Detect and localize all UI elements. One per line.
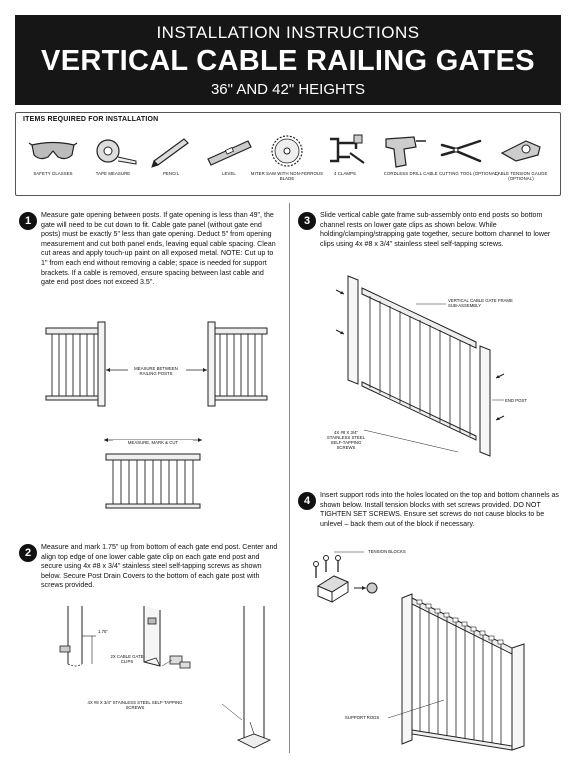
tool-label: MITER SAW WITH NON-FERROUS BLADE <box>250 171 324 181</box>
step-2-screws-label: 4X #8 X 3/4" STAINLESS STEEL SELF-TAPPING SCREWS <box>87 700 183 710</box>
step-2-number: 2 <box>19 544 37 562</box>
frame-sub-assembly-label: VERTICAL CABLE GATE FRAME SUB-ASSEMBLY <box>448 298 513 308</box>
saw-blade-icon <box>262 131 312 169</box>
measure-between-label: MEASURE BETWEEN RAILING POSTS <box>134 366 178 376</box>
tool-miter-saw <box>250 127 324 193</box>
cable-cutter-icon <box>436 131 486 169</box>
step-3-number: 3 <box>298 212 316 230</box>
tension-blocks-label: TENSION BLOCKS <box>368 549 406 554</box>
items-required-title: ITEMS REQUIRED FOR INSTALLATION <box>23 116 159 123</box>
tool-label: CABLE CUTTING TOOL (OPTIONAL) <box>423 171 499 176</box>
step-1-railing-figure <box>38 318 278 410</box>
safety-glasses-icon <box>28 131 78 169</box>
step-2-text: Measure and mark 1.75" up from bottom of each gate end post. Center and align top edge of one lower cable gate clip on each gate end post and secure using 4x #8 x 3/4" stainless steel self-tapping screws as shown below. Secure Post Drain Covers to the bottom of each gate post with screws provided. <box>41 543 278 590</box>
step-1-number: 1 <box>19 212 37 230</box>
support-rods-label: SUPPORT RODS <box>345 715 380 720</box>
tool-label: CORDLESS DRILL <box>383 171 423 176</box>
tool-safety-glasses <box>20 127 86 193</box>
tool-label: TAPE MEASURE <box>95 171 131 176</box>
step-3-screws-label: 4X #8 X 3/4" STAINLESS STEEL SELF-TAPPING SCREWS <box>326 430 366 450</box>
header-subtitle: 36" AND 42" HEIGHTS <box>210 81 366 98</box>
header-supertitle: INSTALLATION INSTRUCTIONS <box>156 23 420 42</box>
tool-label: PENCIL <box>162 171 180 176</box>
gate-clips-label: 2X CABLE GATE CLIPS <box>110 654 144 664</box>
tool-pencil <box>138 127 204 193</box>
column-divider <box>289 203 290 753</box>
tool-label: 4 CLAMPS <box>333 171 357 176</box>
tension-gauge-icon <box>496 131 546 169</box>
tool-level <box>196 127 262 193</box>
drill-icon <box>378 131 428 169</box>
end-post-label: END POST <box>505 398 527 403</box>
step-4-number: 4 <box>298 492 316 510</box>
level-icon <box>204 131 254 169</box>
tool-clamps <box>312 127 378 193</box>
step-4-text: Insert support rods into the holes located on the top and bottom channels as shown below. Install tension blocks with set screws provided. DO NOT TIGHTEN SET SCREWS. Ensure set screws do not cause blocks to be unlevel – back them out of the block if necessary. <box>320 491 559 528</box>
title-banner <box>15 15 561 105</box>
tool-label: LEVEL <box>222 171 236 176</box>
tool-label: SAFETY GLASSES <box>33 171 73 176</box>
step-2-clip-figure <box>52 602 282 754</box>
tool-label: CABLE TENSION GAUGE (OPTIONAL) <box>494 171 548 181</box>
tool-cordless-drill <box>370 127 436 193</box>
page-title: VERTICAL CABLE RAILING GATES <box>41 45 535 77</box>
tape-measure-icon <box>88 131 138 169</box>
items-required-box <box>15 112 561 196</box>
step-1-text: Measure gate opening between posts. If gate opening is less than 49", the gate will need to be cut down to fit. Cable gate panel (without gate end posts) must be exactly 5" less than gate opening. Deduct 5" from opening measurement and cut both panel ends, leaving equal cable spacing. Clean cut areas and apply touch-up paint on all exposed metal. NOTE: Cut up to 1" from each end without removing a cable; space is needed for support brackets. If a cable is removed, ensure spacing between last cable and gate end post does not exceed 3.5". <box>41 211 276 287</box>
step-1-cut-figure <box>98 436 208 514</box>
tool-cable-cutter <box>423 127 499 193</box>
step-4-support-rods-figure <box>304 550 562 755</box>
pencil-icon <box>146 131 196 169</box>
step-3-text: Slide vertical cable gate frame sub-assembly onto end posts so bottom channel rests on lower gate clips as shown below. While holding/clamping/strapping gate together, secure bottom channel to lower clips using 4x #8 x 3/4" stainless steel self-tapping screws. <box>320 211 551 248</box>
dimension-label: 1.75" <box>98 629 108 634</box>
clamp-icon <box>320 131 370 169</box>
measure-cut-label: MEASURE, MARK & CUT <box>113 440 193 445</box>
tool-tension-gauge <box>488 127 554 193</box>
tool-tape-measure <box>80 127 146 193</box>
